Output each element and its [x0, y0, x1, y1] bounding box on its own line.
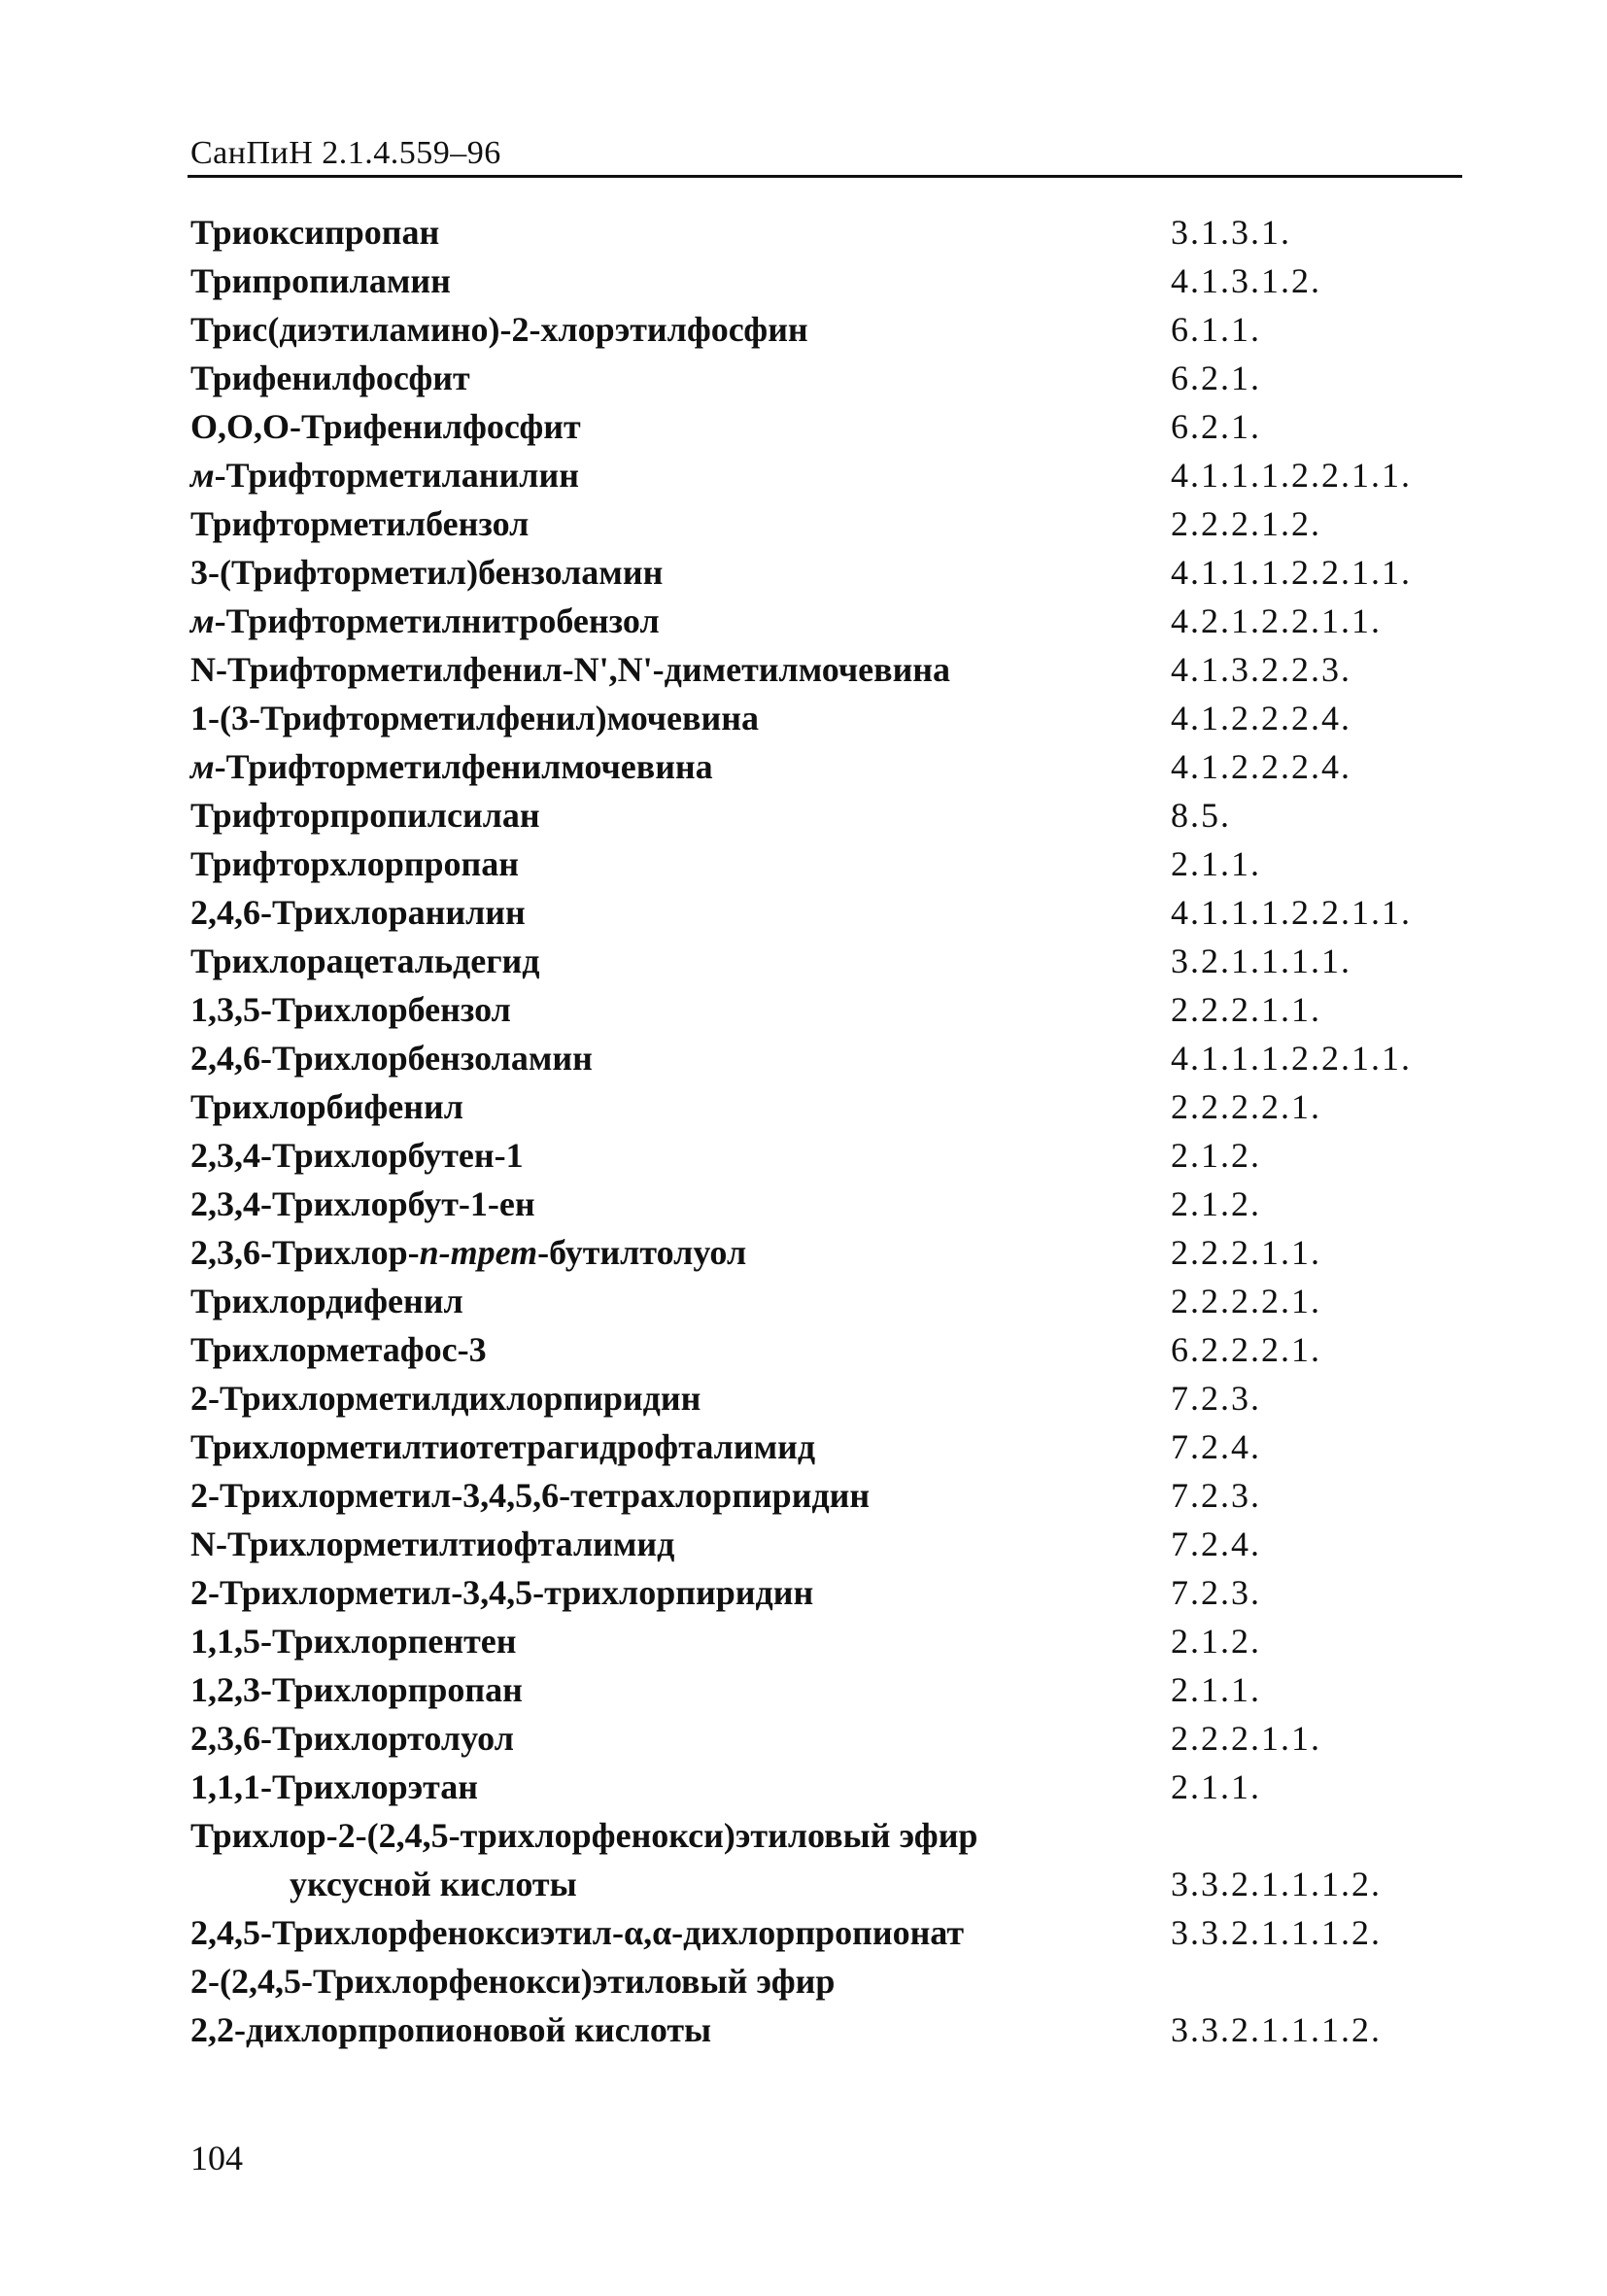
- substance-name-text: 2-Трихлорметил-3,4,5-трихлорпиридин: [190, 1573, 814, 1612]
- substance-name-text: 2-Трихлорметилдихлорпиридин: [190, 1379, 701, 1418]
- substance-name-text: 2,3,6-Трихлор-: [190, 1233, 420, 1272]
- substance-name: [190, 1277, 463, 1325]
- index-entry: [190, 208, 1463, 257]
- substance-name: [190, 1471, 870, 1520]
- substance-name: [190, 1325, 487, 1374]
- substance-name-text: 1-(3-Трифторметилфенил)мочевина: [190, 699, 759, 737]
- index-entry-continuation: [190, 1860, 1463, 1908]
- section-reference: 3.3.2.1.1.1.2.: [1171, 1913, 1382, 1952]
- substance-name: [190, 1180, 535, 1228]
- substance-name: [190, 1034, 593, 1082]
- substance-name: [190, 1714, 514, 1763]
- running-header: СанПиН 2.1.4.559–96: [190, 135, 501, 171]
- index-entry: [190, 1617, 1463, 1665]
- substance-name: [190, 354, 470, 402]
- section-reference: 2.1.2.: [1171, 1184, 1261, 1223]
- index-entry: [190, 840, 1463, 888]
- substance-name: [290, 1860, 577, 1908]
- substance-name: [190, 2005, 711, 2054]
- index-entry: [190, 1763, 1463, 1811]
- index-entry: [190, 548, 1463, 597]
- substance-name: [190, 1908, 964, 1957]
- section-reference: 2.1.2.: [1171, 1622, 1261, 1661]
- index-entry: [190, 888, 1463, 937]
- section-reference: 7.2.3.: [1171, 1476, 1261, 1515]
- substance-name-text: уксусной кислоты: [290, 1865, 577, 1903]
- substance-name-text: 2,4,6-Трихлорбензоламин: [190, 1039, 593, 1078]
- substance-name: [190, 1082, 463, 1131]
- index-entry: [190, 1131, 1463, 1180]
- substance-name: [190, 1957, 835, 2005]
- index-entry: [190, 451, 1463, 499]
- substance-name-text: Трихлорбифенил: [190, 1087, 463, 1126]
- substance-name: [190, 1617, 516, 1665]
- header-rule: [188, 175, 1462, 178]
- substance-name-text: Трихлордифенил: [190, 1282, 463, 1320]
- index-entry: [190, 791, 1463, 840]
- substance-name: [190, 1422, 815, 1471]
- section-reference: 6.1.1.: [1171, 310, 1261, 349]
- index-entry: [190, 2005, 1463, 2054]
- index-entry: [190, 1957, 1463, 2005]
- index-entry: [190, 1228, 1463, 1277]
- substance-name-text: N-Трифторметилфенил-N',N'-диметилмочевина: [190, 650, 951, 689]
- section-reference: 4.1.1.1.2.2.1.1.: [1171, 893, 1412, 932]
- substance-name: [190, 1568, 813, 1617]
- substance-name-text: Трифторпропилсилан: [190, 796, 540, 835]
- substance-index-list: [190, 208, 1463, 2054]
- substance-name-text: 2,2-дихлорпропионовой кислоты: [190, 2010, 712, 2049]
- substance-name-text: 1,1,1-Трихлорэтан: [190, 1767, 479, 1806]
- substance-name-text: 2-Трихлорметил-3,4,5,6-тетрахлорпиридин: [190, 1476, 871, 1515]
- section-reference: 2.1.1.: [1171, 1767, 1261, 1806]
- index-entry: [190, 1422, 1463, 1471]
- substance-name: [190, 742, 713, 791]
- section-reference: 2.2.2.2.1.: [1171, 1087, 1321, 1126]
- substance-name: [190, 208, 439, 257]
- substance-name-text: 2,3,4-Трихлорбут-1-ен: [190, 1184, 535, 1223]
- section-reference: 3.2.1.1.1.1.: [1171, 942, 1351, 980]
- section-reference: 4.1.2.2.2.4.: [1171, 747, 1351, 786]
- index-entry: [190, 645, 1463, 694]
- index-entry: [190, 597, 1463, 645]
- section-reference: 4.1.1.1.2.2.1.1.: [1171, 456, 1412, 495]
- substance-name: [190, 888, 526, 937]
- index-entry: [190, 402, 1463, 451]
- substance-name-text: Трихлорметафос-3: [190, 1330, 487, 1369]
- substance-name-text: 2-(2,4,5-Трихлорфенокси)этиловый эфир: [190, 1962, 836, 2001]
- index-entry: [190, 354, 1463, 402]
- page-number: 104: [190, 2139, 243, 2177]
- index-entry: [190, 1082, 1463, 1131]
- substance-name-text: O,O,O-Трифенилфосфит: [190, 407, 581, 446]
- section-reference: 2.1.1.: [1171, 1670, 1261, 1709]
- index-entry: [190, 1180, 1463, 1228]
- isomer-infix: п-трет: [419, 1233, 538, 1272]
- section-reference: 2.2.2.2.1.: [1171, 1282, 1321, 1320]
- substance-name: [190, 257, 451, 305]
- substance-name: [190, 1374, 701, 1422]
- section-reference: 4.1.3.2.2.3.: [1171, 650, 1351, 689]
- index-entry: [190, 694, 1463, 742]
- section-reference: 2.2.2.1.1.: [1171, 990, 1321, 1029]
- section-reference: 6.2.1.: [1171, 407, 1261, 446]
- section-reference: 4.1.1.1.2.2.1.1.: [1171, 1039, 1412, 1078]
- section-reference: 4.1.1.1.2.2.1.1.: [1171, 553, 1412, 592]
- index-entry: [190, 257, 1463, 305]
- substance-name-text: 1,2,3-Трихлорпропан: [190, 1670, 523, 1709]
- substance-name: [190, 985, 511, 1034]
- substance-name-text: Трис(диэтиламино)-2-хлорэтилфосфин: [190, 310, 808, 349]
- substance-name: [190, 1811, 977, 1860]
- index-entry: [190, 1374, 1463, 1422]
- substance-name-text: -Трифторметилнитробензол: [214, 601, 660, 640]
- index-entry: [190, 1908, 1463, 1957]
- substance-name-text: Трихлорметилтиотетрагидрофталимид: [190, 1427, 816, 1466]
- section-reference: 8.5.: [1171, 796, 1231, 835]
- index-entry: [190, 1471, 1463, 1520]
- substance-name: [190, 791, 540, 840]
- substance-name-text: Трипропиламин: [190, 261, 451, 300]
- index-entry: [190, 1034, 1463, 1082]
- isomer-prefix: м: [190, 456, 215, 495]
- section-reference: 3.3.2.1.1.1.2.: [1171, 2010, 1382, 2049]
- substance-name: [190, 1131, 524, 1180]
- substance-name-text: Трихлор-2-(2,4,5-трихлорфенокси)этиловый эфир: [190, 1816, 978, 1855]
- substance-name-text: 2,3,6-Трихлортолуол: [190, 1719, 514, 1758]
- substance-name: [190, 937, 540, 985]
- substance-name: [190, 451, 579, 499]
- substance-name-text: Трифторхлорпропан: [190, 844, 520, 883]
- section-reference: 7.2.4.: [1171, 1427, 1261, 1466]
- substance-name-text: Трихлорацетальдегид: [190, 942, 540, 980]
- substance-name-text: 2,4,6-Трихлоранилин: [190, 893, 526, 932]
- index-entry: [190, 1520, 1463, 1568]
- isomer-prefix: м: [190, 601, 215, 640]
- index-entry: [190, 1325, 1463, 1374]
- substance-name-text: -Трифторметилфенилмочевина: [214, 747, 713, 786]
- substance-name: [190, 645, 950, 694]
- substance-name-text: -Трифторметиланилин: [214, 456, 579, 495]
- section-reference: 7.2.3.: [1171, 1573, 1261, 1612]
- section-reference: 2.1.2.: [1171, 1136, 1261, 1175]
- index-entry: [190, 742, 1463, 791]
- index-entry: [190, 1568, 1463, 1617]
- substance-name-text: 2,4,5-Трихлорфеноксиэтил-α,α-дихлорпропионат: [190, 1913, 965, 1952]
- substance-name-text: 1,1,5-Трихлорпентен: [190, 1622, 517, 1661]
- index-entry: [190, 1277, 1463, 1325]
- index-entry: [190, 1665, 1463, 1714]
- substance-name: [190, 499, 529, 548]
- section-reference: 3.1.3.1.: [1171, 213, 1291, 252]
- index-entry: [190, 1714, 1463, 1763]
- index-entry: [190, 985, 1463, 1034]
- substance-name-suffix: -бутилтолуол: [537, 1233, 747, 1272]
- substance-name: [190, 305, 808, 354]
- section-reference: 4.1.3.1.2.: [1171, 261, 1321, 300]
- index-entry: [190, 499, 1463, 548]
- substance-name-text: Трифторметилбензол: [190, 504, 530, 543]
- index-entry: [190, 305, 1463, 354]
- substance-name: [190, 1228, 746, 1277]
- section-reference: 6.2.2.2.1.: [1171, 1330, 1321, 1369]
- substance-name: [190, 1520, 674, 1568]
- substance-name-text: 1,3,5-Трихлорбензол: [190, 990, 511, 1029]
- index-entry: [190, 937, 1463, 985]
- substance-name-text: N-Трихлорметилтиофталимид: [190, 1525, 675, 1563]
- substance-name: [190, 694, 759, 742]
- section-reference: 4.1.2.2.2.4.: [1171, 699, 1351, 737]
- section-reference: 2.1.1.: [1171, 844, 1261, 883]
- index-entry: [190, 1811, 1463, 1860]
- substance-name: [190, 597, 660, 645]
- isomer-prefix: м: [190, 747, 215, 786]
- substance-name: [190, 840, 519, 888]
- substance-name-text: 2,3,4-Трихлорбутен-1: [190, 1136, 524, 1175]
- section-reference: 2.2.2.1.1.: [1171, 1719, 1321, 1758]
- substance-name: [190, 1665, 523, 1714]
- substance-name-text: Триоксипропан: [190, 213, 440, 252]
- section-reference: 7.2.4.: [1171, 1525, 1261, 1563]
- substance-name-text: 3-(Трифторметил)бензоламин: [190, 553, 664, 592]
- section-reference: 4.2.1.2.2.1.1.: [1171, 601, 1382, 640]
- substance-name-text: Трифенилфосфит: [190, 359, 470, 397]
- section-reference: 3.3.2.1.1.1.2.: [1171, 1865, 1382, 1903]
- section-reference: 7.2.3.: [1171, 1379, 1261, 1418]
- section-reference: 2.2.2.1.1.: [1171, 1233, 1321, 1272]
- substance-name: [190, 548, 663, 597]
- section-reference: 2.2.2.1.2.: [1171, 504, 1321, 543]
- section-reference: 6.2.1.: [1171, 359, 1261, 397]
- substance-name: [190, 402, 581, 451]
- substance-name: [190, 1763, 478, 1811]
